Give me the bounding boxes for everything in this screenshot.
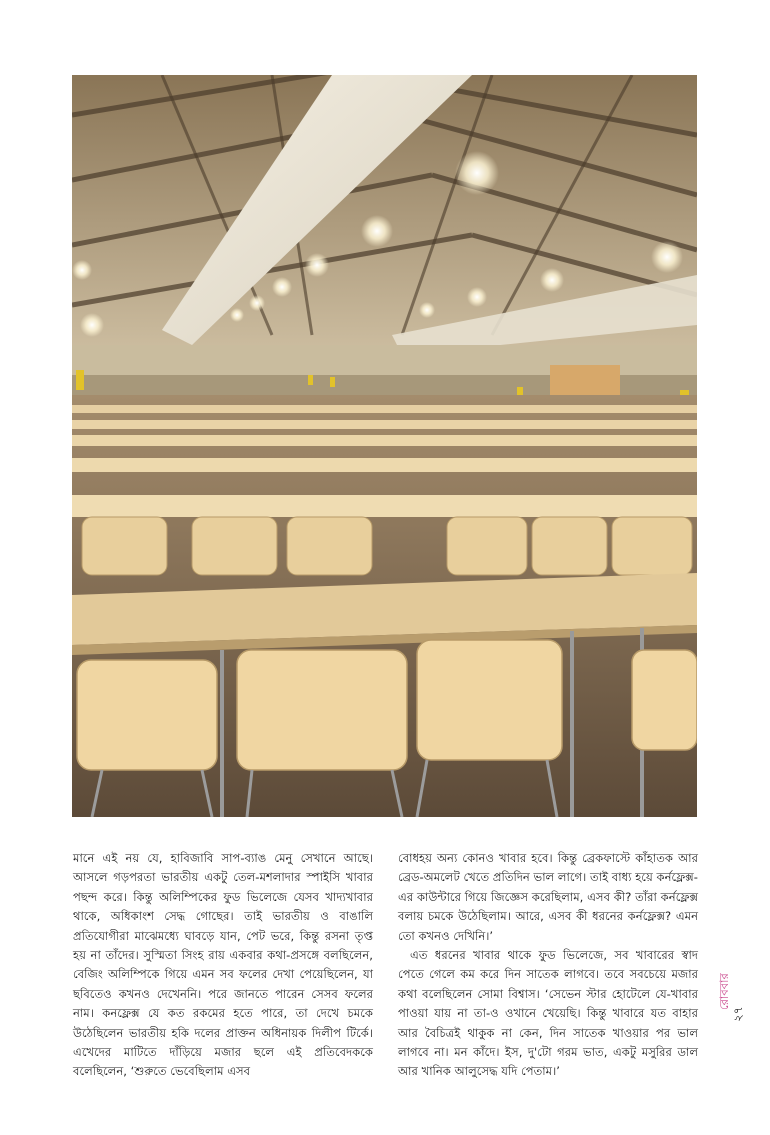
article-paragraph: এত ধরনের খাবার থাকে ফুড ভিলেজে, সব খাবারের স্বাদ পেতে গেলে কম করে দিন সাতেক লাগবে। তবে সবচেয়ে মজার কথা বলেছিলেন সোমা বিশ্বাস। ‘সেভেন স্টার হোটেলে যে-খাবার পাওয়া যায় না তা-ও ওখানে খেয়েছি। কিন্তু খাবারে যত বাহার আর বৈচিত্রই থাকুক না কেন, দিন সাতেক খাওয়ার পর ভাল লাগবে না। মন কাঁদে। ইস, দু'টো গরম ভাত, একটু মসুরির ডাল আর খানিক আলুসেদ্ধ যদি পেতাম।’ [398, 948, 698, 1079]
section-label: রোববার [717, 973, 731, 1010]
article-paragraph: মানে এই নয় যে, হাবিজাবি সাপ-ব্যাঙ মেনু সেখানে আছে। আসলে গড়পরতা ভারতীয় একটু তেল-মশলাদার স্পাইসি খাবার পছন্দ করে। কিন্তু অলিম্পিকের ফুড ভিলেজে যেসব খাদ্যখাবার থাকে, অধিকাংশ সেদ্ধ গোছের। তাই ভারতীয় ও বাঙালি প্রতিযোগীরা মাঝেমধ্যে ঘাবড়ে যান, পেট ভরে, কিন্তু রসনা তৃপ্ত হয় না তাঁদের। সুস্মিতা সিংহ রায় একবার কথা-প্রসঙ্গে বলছিলেন, বেজিং অলিম্পিকে গিয়ে এমন সব ফলের দেখা পেয়েছিলেন, যা ছবিতেও কখনও দেখেননি। পরে জানতে পারেন সেসব ফলের নাম। কনফ্লেক্স যে কত রকমের হতে পারে, তা দেখে চমকে উঠেছিলেন ভারতীয় হকি দলের প্রাক্তন অধিনায়ক দিলীপ টির্কে। এখেদের মাটিতে দাঁড়িয়ে মজার ছলে এই প্রতিবেদককে বলেছিলেন, ‘শুরুতে ভেবেছিলাম এসব [73, 851, 373, 1079]
article-column-right [398, 849, 698, 1082]
article-paragraph: বোধহয় অন্য কোনও খাবার হবে। কিন্তু ব্রেকফাস্টে কাঁহাতক আর ব্রেড-অমলেট খেতে প্রতিদিন ভাল লাগে। তাই বাধ্য হয়ে কর্নফ্লেক্স-এর কাউন্টারে গিয়ে জিজ্ঞেস করেছিলাম, এসব কী? তাঁরা কর্নফ্লেক্স বলায় চমকে উঠেছিলাম। আরে, এসব কী ধরনের কর্নফ্লেক্স? এমন তো কখনও দেখিনি।’ [398, 851, 698, 943]
article-column-left [73, 849, 373, 1082]
dining-hall-photo [72, 75, 697, 817]
page-number: ২৭ [731, 1006, 745, 1022]
